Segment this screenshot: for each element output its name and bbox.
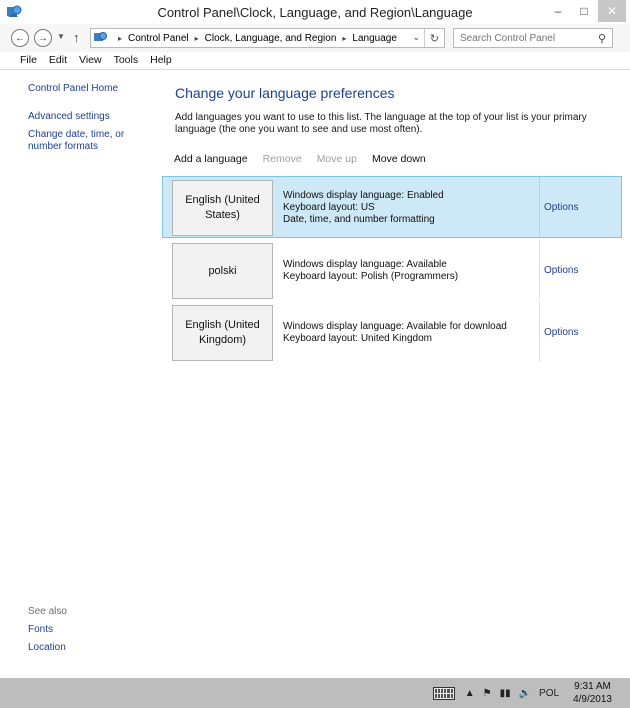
refresh-icon: ↻ [429,32,440,45]
move-down-button[interactable]: Move down [371,153,426,165]
minimize-button[interactable]: – [554,4,562,18]
language-row-polski[interactable] [162,239,622,301]
input-language-indicator[interactable]: POL [539,687,560,699]
breadcrumb-language[interactable]: Language [352,32,397,44]
language-row-english-uk[interactable] [162,301,622,363]
remove-button[interactable]: Remove [262,153,302,165]
maximize-button[interactable]: □ [580,4,588,18]
search-box[interactable] [453,28,613,48]
title-bar [0,0,630,24]
add-language-button[interactable]: Add a language [174,153,248,165]
menu-file[interactable]: File [20,54,37,66]
address-bar[interactable] [90,28,445,48]
breadcrumb-separator-icon[interactable]: ▸ [194,33,199,43]
display-language-status: Windows display language: Enabled [283,190,444,201]
clock-date: 4/9/2013 [573,694,612,705]
back-button[interactable] [11,29,29,47]
clock[interactable] [573,680,612,706]
breadcrumb-separator-icon[interactable]: ▸ [342,33,347,43]
left-pane [0,70,162,678]
refresh-button[interactable] [424,29,444,47]
chevron-down-icon: ▼ [57,32,65,41]
network-icon[interactable]: ▮▮ [499,687,511,699]
page-title: Change your language preferences [175,85,395,101]
language-name[interactable]: English (United Kingdom) [172,305,273,361]
language-row-english-us[interactable] [162,176,622,238]
move-up-button[interactable]: Move up [316,153,357,165]
language-name[interactable]: English (United States) [172,180,273,236]
location-link[interactable]: Location [28,642,66,653]
display-language-status: Windows display language: Available [283,259,447,270]
search-input[interactable] [454,29,584,47]
recent-locations-button[interactable] [57,32,65,41]
divider [539,177,540,237]
keyboard-icon[interactable] [433,687,455,700]
menu-edit[interactable]: Edit [48,54,68,66]
breadcrumb-control-panel[interactable]: Control Panel [128,32,189,44]
options-link[interactable]: Options [544,265,579,276]
fonts-link[interactable]: Fonts [28,624,54,635]
control-panel-icon [93,31,109,45]
breadcrumb-separator-icon[interactable]: ▸ [118,33,123,43]
up-button[interactable] [73,30,80,45]
language-name[interactable]: polski [172,243,273,299]
arrow-left-icon: ← [15,32,25,44]
close-button[interactable]: ✕ [598,0,626,22]
taskbar [0,678,630,708]
options-link[interactable]: Options [544,202,579,213]
menu-view[interactable]: View [79,54,102,66]
clock-time: 9:31 AM [574,681,611,692]
search-icon[interactable]: ⚲ [597,33,606,45]
control-panel-home-link[interactable]: Control Panel Home [28,83,119,94]
volume-icon[interactable]: 🔊 [518,687,532,699]
keyboard-layout: Keyboard layout: Polish (Programmers) [283,271,459,282]
options-link[interactable]: Options [544,327,579,338]
menu-tools[interactable]: Tools [113,54,139,66]
page-description: Add languages you want to use to this list. The language at the top of your list is your primary language (the one you want to see and use most often). [175,112,587,135]
system-tray [433,678,630,708]
keyboard-layout: Keyboard layout: US [283,202,375,213]
breadcrumb-clock-language-region[interactable]: Clock, Language, and Region [204,32,337,44]
change-date-time-formats-link[interactable]: Change date, time, or number formats [28,129,125,152]
menu-help[interactable]: Help [150,54,172,66]
language-details [283,190,444,226]
navigation-bar [0,24,630,52]
see-also-label: See also [28,606,67,617]
window-title: Control Panel\Clock, Language, and Region\Language [157,5,473,20]
arrow-right-icon: → [38,32,48,44]
show-hidden-icons[interactable]: ▲ [464,687,475,699]
advanced-settings-link[interactable]: Advanced settings [28,111,110,122]
divider [539,240,540,300]
action-center-icon[interactable]: ⚑ [482,687,492,699]
keyboard-layout: Keyboard layout: United Kingdom [283,333,432,344]
arrow-up-icon: ↑ [73,30,80,45]
language-details [283,321,507,345]
forward-button[interactable] [34,29,52,47]
divider [539,302,540,362]
language-details [283,259,458,283]
language-toolbar [162,148,630,170]
display-language-status: Windows display language: Available for download [283,321,507,332]
address-dropdown-icon[interactable]: ⌄ [412,32,420,42]
formatting-info: Date, time, and number formatting [283,214,435,225]
menu-bar [0,52,630,70]
